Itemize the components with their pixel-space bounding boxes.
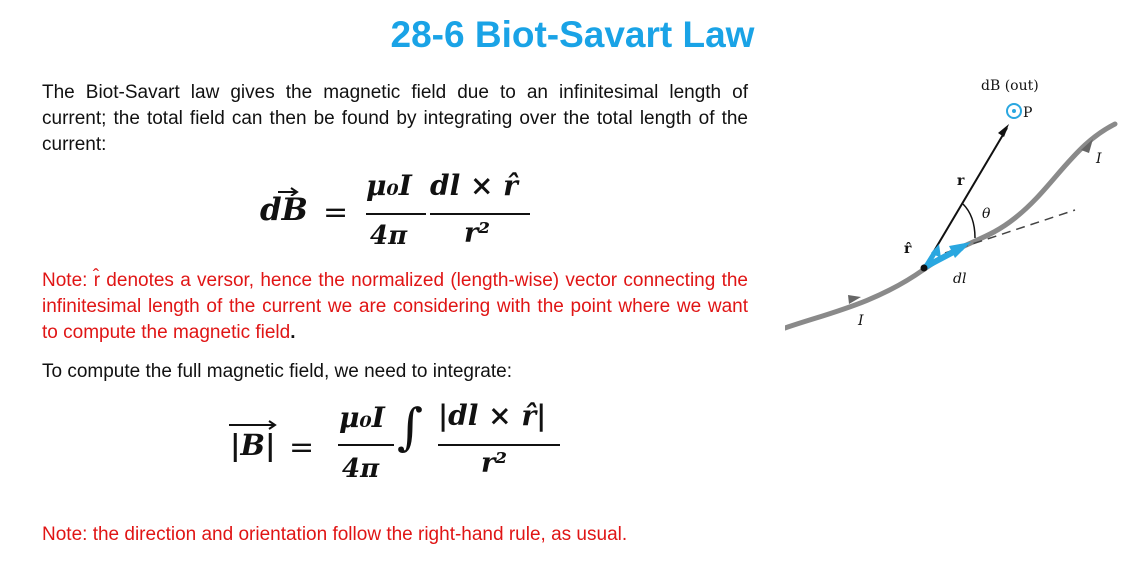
point-p-label: P xyxy=(1023,105,1033,121)
integral-sign: ∫ xyxy=(397,398,424,456)
eq1-denominator-2: r² xyxy=(464,218,491,249)
eq2-lhs xyxy=(230,428,276,462)
out-of-page-dot-icon xyxy=(1012,109,1016,113)
eq1-fraction-bar-1 xyxy=(366,213,426,215)
eq2-lhs-text: |B| xyxy=(230,428,276,462)
current-label-top: I xyxy=(1096,151,1102,167)
eq1-numerator: μ₀I xyxy=(366,169,412,202)
eq1-fraction-bar-2 xyxy=(430,213,530,215)
note-right-hand-rule: Note: the direction and orientation follow the right-hand rule, as usual. xyxy=(42,524,628,545)
integrate-text: To compute the full magnetic field, we need to integrate: xyxy=(42,361,512,382)
current-label-bottom: I xyxy=(858,313,864,329)
theta-arc xyxy=(963,204,975,238)
vector-arrow-icon xyxy=(228,419,278,431)
eq2-equals: = xyxy=(289,430,315,465)
eq1-numerator-2: dl × r̂ xyxy=(430,169,518,202)
eq1-equals: = xyxy=(323,195,349,230)
r-arrowhead-icon xyxy=(998,124,1009,137)
page-title: 28-6 Biot-Savart Law xyxy=(390,14,755,55)
eq2-denominator-2: r² xyxy=(481,448,508,479)
eq2-fraction-bar-1 xyxy=(338,444,394,446)
eq1-lhs xyxy=(260,192,308,228)
note-versor: Note: r̂ denotes a versor, hence the normalized (length-wise) vector connecting the infinitesimal length of the current we are considering with the point where we want to compute the magnetic field. xyxy=(42,270,748,343)
eq2-numerator-2: |dl × r̂| xyxy=(438,399,547,432)
biot-savart-figure xyxy=(785,70,1125,370)
intro-paragraph: The Biot-Savart law gives the magnetic field due to an infinitesimal length of current; the total field can then be found by integrating over the total length of the current: xyxy=(42,82,748,155)
theta-label: θ xyxy=(982,206,991,222)
vector-arrow-icon xyxy=(277,186,299,196)
eq2-numerator: μ₀I xyxy=(339,401,385,434)
dl-label: dl xyxy=(953,271,967,287)
eq2-fraction-bar-2 xyxy=(438,444,560,446)
eq1-lhs-text: dB xyxy=(260,192,308,228)
eq2-denominator: 4π xyxy=(342,454,380,484)
rhat-label: r̂ xyxy=(904,241,912,257)
source-point xyxy=(921,265,928,272)
eq1-denominator: 4π xyxy=(370,221,408,251)
db-label: dB (out) xyxy=(981,78,1039,94)
r-label: r xyxy=(957,173,965,189)
